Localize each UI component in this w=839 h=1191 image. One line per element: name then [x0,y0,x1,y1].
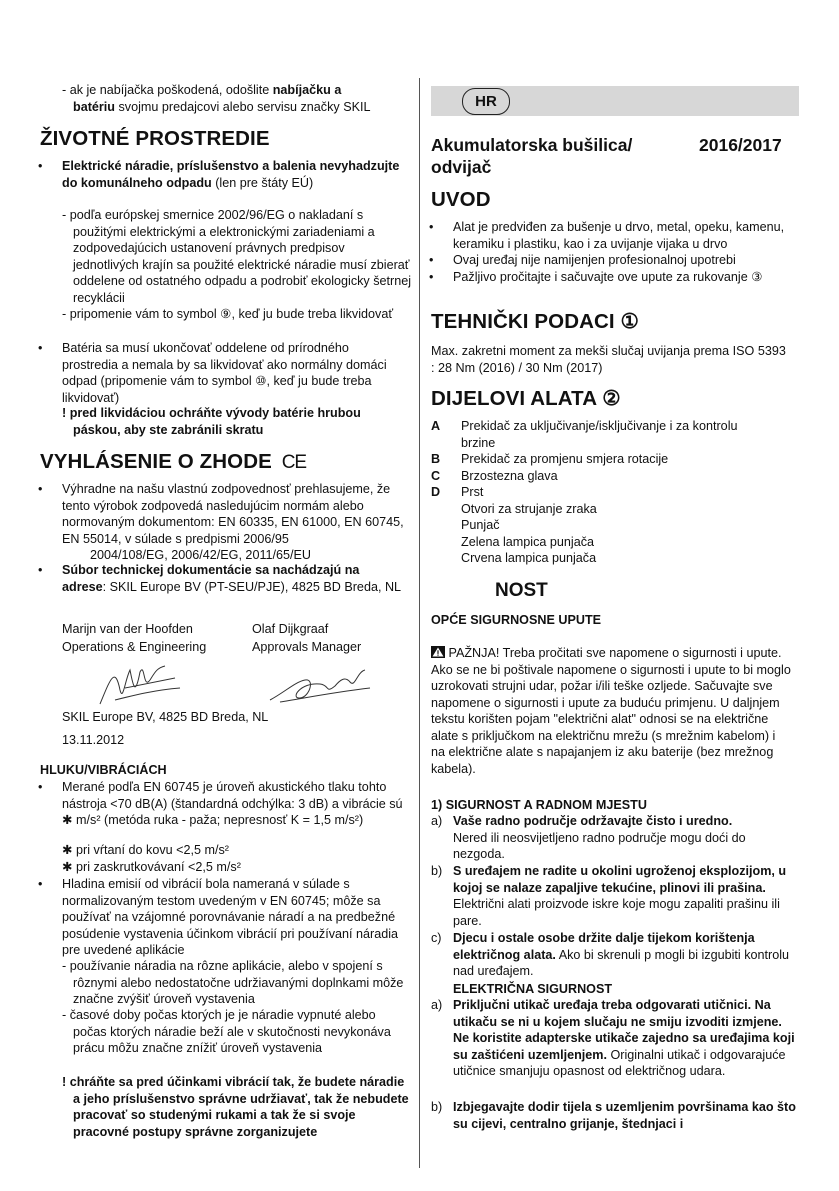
ce-b1-text: Výhradne na našu vlastnú zodpovednosť prehlasujeme, že tento výrobok zodpovedá nasledujúcim normám alebo normovaným dokumentom: EN 60335, EN 61000, EN 60745, EN 55014, v súlade s predpismi 2006/95 [62,482,404,546]
signer-1 [62,621,206,655]
intro-text-a: - ak je nabíjačka poškodená, odošlite [62,83,273,97]
tech-text: Max. zakretni moment za mekši slučaj uvijanja prema ISO 5393 : 28 Nm (2016) / 30 Nm (2017) [431,344,786,375]
sigurnost-title: NOST [495,580,548,601]
section-1-title: 1) SIGURNOST A RADNOM MJESTU [431,798,647,812]
parts-list [431,418,799,567]
env-dash-2: - pripomenie vám to symbol ⑨, keď ju bude treba likvidovať [62,307,394,321]
part-row [431,418,799,451]
noise-warning: ! chráňte sa pred účinkami vibrácií tak, že budete náradie a jeho príslušenstvo správne udržiavať, tak že nebudete pracovať so studenými rukami a tak že si svoje pracovné postupy správne zorganizujete [62,1075,409,1139]
section-2-title: ELEKTRIČNA SIGURNOST [453,982,613,996]
s1b-rest: Električni alati proizvode iskre koje mogu zapaliti prašinu ili pare. [453,897,780,928]
warning-paragraph [431,645,791,777]
part-value: Brzostezna glava [461,468,558,483]
part-row [431,534,799,551]
ce-b2-bold: Súbor technickej dokumentácie sa nachádzajú na adrese [62,563,360,594]
noise-b2-text: Hladina emisií od vibrácií bola nameraná v súlade s normalizovaným testom uvedeným v EN 60745; môže sa používať na vzájomné porovnávanie náradí a na predbežné posúdenie vystavenia účinkom vibrácií pri používaní náradia pre uvedené aplikácie [62,877,399,957]
declaration-date: 13.11.2012 [62,733,125,747]
env-dash-1: - podľa európskej smernice 2002/96/EG o nakladaní s použitými elektrickými a elektronickými zariadeniami a zodpovedajúcich ustanovení právnych predpisov jednotlivých krajín sa použité elektrické náradie musí zbierať oddelene od ostatného odpadu a podrobiť ekologicky šetrnej recyklácii [62,208,412,305]
uvod-item-text: Ovaj uređaj nije namijenjen profesionalnoj upotrebi [453,253,736,267]
ce-bullet-1: • Výhradne na našu vlastnú zodpovednosť prehlasujeme, že tento výrobok zodpovedá nasledujúcim normám alebo normovaným dokumentom: EN 60335, EN 61000, EN 60745, EN 55014, v súlade s predpismi 2006/95 2004/108/EG, 2006/42/EG, 2011/65/EU [40,481,408,564]
ce-b2-rest: : SKIL Europe BV (PT-SEU/PJE), 4825 BD Breda, NL [102,579,402,594]
noise-title: HLUKU/VIBRÁCIÁCH [40,763,167,777]
signer-2 [252,621,361,655]
part-value: Prekidač za uključivanje/isključivanje i za kontrolu brzine [461,419,738,450]
signer-1-role: Operations & Engineering [62,639,207,654]
intro-bold-a: nabíjačku a [272,83,342,97]
part-value: Punjač [461,518,500,532]
signer-2-name: Olaf Dijkgraaf [252,622,329,636]
env-b1-rest: (len pre štáty EÚ) [211,175,314,190]
ce-mark-icon: CE [281,452,307,473]
noise-dash-1: - používanie náradia na rôzne aplikácie, alebo v spojení s rôznymi alebo nedostatočne udržiavanými doplnkami môže značne zvýšiť úroveň vystavenia [62,959,404,1006]
env-b2-text: Batéria sa musí ukončovať oddelene od prírodného prostredia a nemala by sa likvidovať ako normálny domáci odpad (pripomenie vám to symbol ⑩, keď ju bude treba likvidovať) [62,341,387,405]
ce-title: VYHLÁSENIE O ZHODE [40,450,272,473]
intro-text-b: svojmu predajcovi alebo servisu značky SKIL [115,99,371,114]
part-value: Prst [461,485,484,499]
uvod-list [431,219,799,285]
warning-text: PAŽNJA! Treba pročitati sve napomene o sigurnosti i upute. Ako se ne bi poštivale napomene o sigurnosti i upute to bi moglo uzrokovati strujni udar, požar i/ili teške ozljede. Sačuvajte sve napomene o sigurnosti i upute za buduću primjenu. U daljnjem tekstu korišten pojam "električni alat" odnosi se na električne alate s priključkom na električnu mrežu (s mrežnim kabelom) i na električne alate s napajanjem iz aku baterije (bez mrežnog kabela). [431,646,791,776]
env-title: ŽIVOTNÉ PROSTREDIE [40,127,270,150]
part-key: A [431,419,441,433]
noise-bullet-2: • Hladina emisií od vibrácií bola nameraná v súlade s normalizovaným testom uvedeným v EN 60745; môže sa používať na vzájomné porovnávanie náradí a na predbežné posúdenie vystavenia účinkom vibrácií pri používaní náradia pre uvedené aplikácie [40,876,408,959]
column-divider [419,78,420,1168]
s1c-rest: Ako bi skrenuli p mogli bi izgubiti kontrolu nad uređajem. [453,947,790,978]
part-row [431,517,799,534]
section-2b: b) Izbjegavajte dodir tijela s uzemljenim površinama kao što su cijevi, centralno grijanje, štednjaci i [431,1100,796,1131]
uvod-item-text: Alat je predviđen za bušenje u drvo, metal, opeku, kamenu, keramiku i plastiku, kao i za uvijanje vijaka u drvo [453,220,785,251]
uvod-title: UVOD [431,188,491,211]
part-row [431,501,799,518]
ce-bullet-2: • Súbor technickej dokumentácie sa nachádzajú na adrese: SKIL Europe BV (PT-SEU/PJE), 4825 BD Breda, NL [38,563,402,594]
env-warning: ! pred likvidáciou ochráňte vývody batérie hrubou páskou, aby ste zabránili skratu [62,406,361,437]
part-key: B [431,452,441,466]
part-value: Otvori za strujanje zraka [461,501,597,516]
signer-1-name: Marijn van der Hoofden [62,622,193,636]
tech-title: TEHNIČKI PODACI ① [431,310,640,333]
intro-bold-b: batériu [73,99,115,114]
noise-sub-1: ✱ pri vŕtaní do kovu <2,5 m/s² [62,843,229,857]
s2a-bold: Priključni utikač uređaja treba odgovarati utičnici. Na utikaču se ni u kojem slučaju ne smiju izvoditi izmjene. Ne koristite adapterske utikače zajedno sa uređajima koji su zaštićeni uzemljenjem. [453,998,795,1062]
noise-b1-text: Merané podľa EN 60745 je úroveň akustického tlaku tohto nástroja <70 dB(A) (štandardná odchýlka: 3 dB) a vibrácie sú ✱ m/s² (metóda ruka - paža; nepresnosť K = 1,5 m/s²) [62,780,403,827]
ce-title-row [40,450,307,473]
s1b-bold: S uređajem ne radite u okolini ugroženoj eksplozijom, u kojoj se nalaze zapaljive tekućine, plinovi ili prašina. [453,864,787,895]
part-value: Prekidač za promjenu smjera rotacije [461,452,669,466]
uvod-item: • Pažljivo pročitajte i sačuvajte ove upute za rukovanje ③ [431,269,799,286]
section-1b: b) S uređajem ne radite u okolini ugroženoj eksplozijom, u kojoj se nalaze zapaljive tekućine, plinovi ili prašina. Električni alati proizvode iskre koje mogu zapaliti prašinu ili pare. [431,864,787,928]
product-model: 2016/2017 [699,135,782,155]
part-value: Crvena lampica punjača [461,551,597,565]
uvod-item-text: Pažljivo pročitajte i sačuvajte ove upute za rukovanje ③ [453,269,763,284]
section-1a: a) Vaše radno područje održavajte čisto i uredno. Nered ili neosvijetljeno radno područje mogu doći do nezgoda. [431,814,746,861]
signer-2-role: Approvals Manager [252,639,362,654]
product-title: Akumulatorska bušilica/ odvijač [431,135,633,177]
part-value: Zelena lampica punjača [461,534,595,549]
part-row [431,484,799,501]
signature-1-image [95,660,185,710]
part-row [431,451,799,468]
noise-sub-2: ✱ pri zaskrutkovávaní <2,5 m/s² [62,860,241,874]
noise-bullet-1: • Merané podľa EN 60745 je úroveň akustického tlaku tohto nástroja <70 dB(A) (štandardná odchýlka: 3 dB) a vibrácie sú ✱ m/s² (metóda ruka - paža; nepresnosť K = 1,5 m/s²) [40,779,408,829]
noise-dash-2: - časové doby počas ktorých je je náradie vypnuté alebo počas ktorých náradie beží ale v skutočnosti nevykonáva prácu môžu značne znížiť úroveň vystavenia [62,1008,391,1055]
uvod-item: • Alat je predviđen za bušenje u drvo, metal, opeku, kamenu, keramiku i plastiku, kao i za uvijanje vijaka u drvo [431,219,799,252]
s2b-bold: Izbjegavajte dodir tijela s uzemljenim površinama kao što su cijevi, centralno grijanje, štednjaci i [453,1100,796,1131]
s1a-rest: Nered ili neosvijetljeno radno područje mogu doći do nezgoda. [453,830,746,861]
ce-b1-tail: 2004/108/EG, 2006/42/EG, 2011/65/EU [90,548,312,562]
intro-dash-item [62,82,408,115]
part-key: C [431,468,441,483]
opce-title: OPĆE SIGURNOSNE UPUTE [431,613,602,627]
s2a-rest: Originalni utikač i odgovarajuće utičnice smanjuju opasnost od električnog udara. [453,1047,786,1078]
parts-title: DIJELOVI ALATA ② [431,387,621,410]
env-b1-bold: Elektrické náradie, príslušenstvo a balenia nevyhadzujte do komunálneho odpadu [62,159,400,190]
part-row [431,468,799,485]
section-1c: c) Djecu i ostale osobe držite dalje tijekom korištenja električnog alata. Ako bi skrenuli p mogli bi izgubiti kontrolu nad uređajem. [431,931,790,978]
uvod-item: • Ovaj uređaj nije namijenjen profesionalnoj upotrebi [431,252,799,269]
section-2a: a) Priključni utikač uređaja treba odgovarati utičnici. Na utikaču se ni u kojem slučaju ne smiju izvoditi izmjene. Ne koristite adapterske utikače zajedno sa uređajima koji su zaštićeni uzemljenjem. Originalni utikač i odgovarajuće utičnice smanjuju opasnost od električnog udara. [431,998,795,1078]
company-address: SKIL Europe BV, 4825 BD Breda, NL [62,710,269,724]
warning-triangle-icon [431,646,445,658]
s1c-bold: Djecu i ostale osobe držite dalje tijekom korištenja električnog alata. [453,931,755,962]
env-bullet-1: • Elektrické náradie, príslušenstvo a balenia nevyhadzujte do komunálneho odpadu (len pre štáty EÚ) [38,159,400,190]
env-bullet-2: • Batéria sa musí ukončovať oddelene od prírodného prostredia a nemala by sa likvidovať ako normálny domáci odpad (pripomenie vám to symbol ⑩, keď ju bude treba likvidovať) [40,340,408,406]
signature-2-image [265,662,375,707]
part-key: D [431,485,441,499]
s1a-bold: Vaše radno područje održavajte čisto i uredno. [453,814,733,828]
part-row [431,550,799,567]
language-badge: HR [462,88,510,115]
